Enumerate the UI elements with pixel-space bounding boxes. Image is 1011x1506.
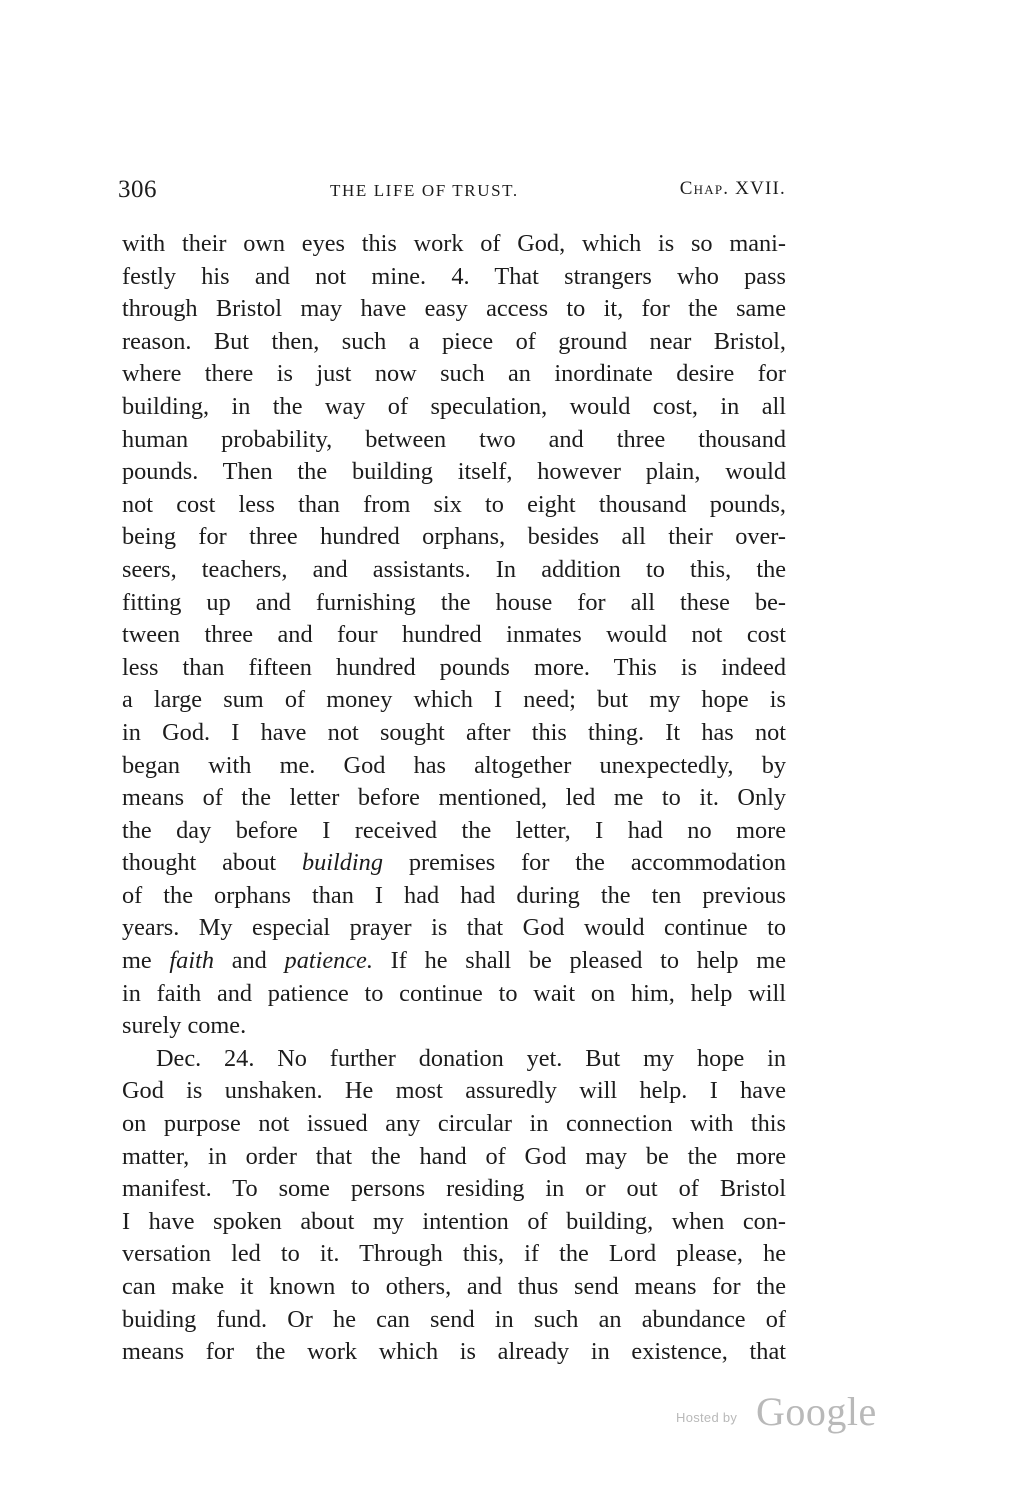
running-head [118,176,786,206]
text-segment: premises for the accommodation [382,849,787,877]
text-line: matter, in order that the hand of God may be the more [122,1142,786,1170]
running-title: THE LIFE OF TRUST. [330,181,519,200]
paragraph-end-line: surely come. [122,1012,247,1040]
text-line: on purpose not issued any circular in connection with this [122,1110,786,1138]
page-number: 306 [118,176,157,203]
text-line: seers, teachers, and assistants. In addition to this, the [122,555,786,583]
italic-word: patience. [284,947,373,975]
text-line: human probability, between two and three thousand [122,425,786,453]
text-line: a large sum of money which I need; but my hope is [122,686,786,714]
text-line: not cost less than from six to eight thousand pounds, [122,490,786,518]
text-line-with-italic [122,847,786,880]
hosted-by-google-watermark [676,1388,886,1438]
text-line: pounds. Then the building itself, however plain, would [122,458,786,486]
text-segment: and [213,947,285,975]
text-line: buiding fund. Or he can send in such an abundance of [122,1305,786,1333]
italic-word: faith [169,947,214,975]
text-line: through Bristol may have easy access to it, for the same [122,295,786,323]
text-line-with-italic [122,945,786,978]
chapter-label: Chap. XVII. [679,178,786,199]
text-segment: If he shall be pleased to help me [372,947,786,975]
text-line: God is unshaken. He most assuredly will help. I have [122,1077,786,1105]
text-line: reason. But then, such a piece of ground near Bristol, [122,327,786,355]
text-line: I have spoken about my intention of building, when con- [122,1207,786,1235]
text-line: years. My especial prayer is that God would continue to [122,914,786,942]
text-segment: me [122,947,170,975]
italic-word: building [301,849,383,877]
text-line: began with me. God has altogether unexpectedly, by [122,751,786,779]
text-line: can make it known to others, and thus send means for the [122,1273,786,1300]
text-line: less than fifteen hundred pounds more. This is indeed [122,653,786,681]
text-line: the day before I received the letter, I had no more [122,816,786,844]
text-line: fitting up and furnishing the house for all these be- [122,588,786,616]
text-line: in faith and patience to continue to wait on him, help will [122,979,786,1007]
text-line: means of the letter before mentioned, led me to it. Only [122,784,786,812]
text-line: being for three hundred orphans, besides all their over- [122,523,786,551]
google-logo: Google [756,1389,877,1434]
text-line: with their own eyes this work of God, which is so mani- [122,230,786,257]
text-line: tween three and four hundred inmates would not cost [122,621,786,649]
paragraph-start-line: Dec. 24. No further donation yet. But my hope in [156,1044,786,1072]
text-line: festly his and not mine. 4. That strangers who pass [122,262,786,290]
text-line: versation led to it. Through this, if the Lord please, he [122,1240,786,1268]
text-line: of the orphans than I had had during the ten previous [122,881,786,909]
text-line: manifest. To some persons residing in or out of Bristol [122,1175,786,1203]
text-segment: thought about [122,849,302,877]
text-line: means for the work which is already in existence, that [122,1338,786,1366]
hosted-by-text: Hosted by [676,1410,738,1425]
text-line: building, in the way of speculation, would cost, in all [122,392,786,420]
body-text [122,228,786,1369]
text-line: in God. I have not sought after this thing. It has not [122,718,786,746]
text-line: where there is just now such an inordinate desire for [122,360,786,388]
